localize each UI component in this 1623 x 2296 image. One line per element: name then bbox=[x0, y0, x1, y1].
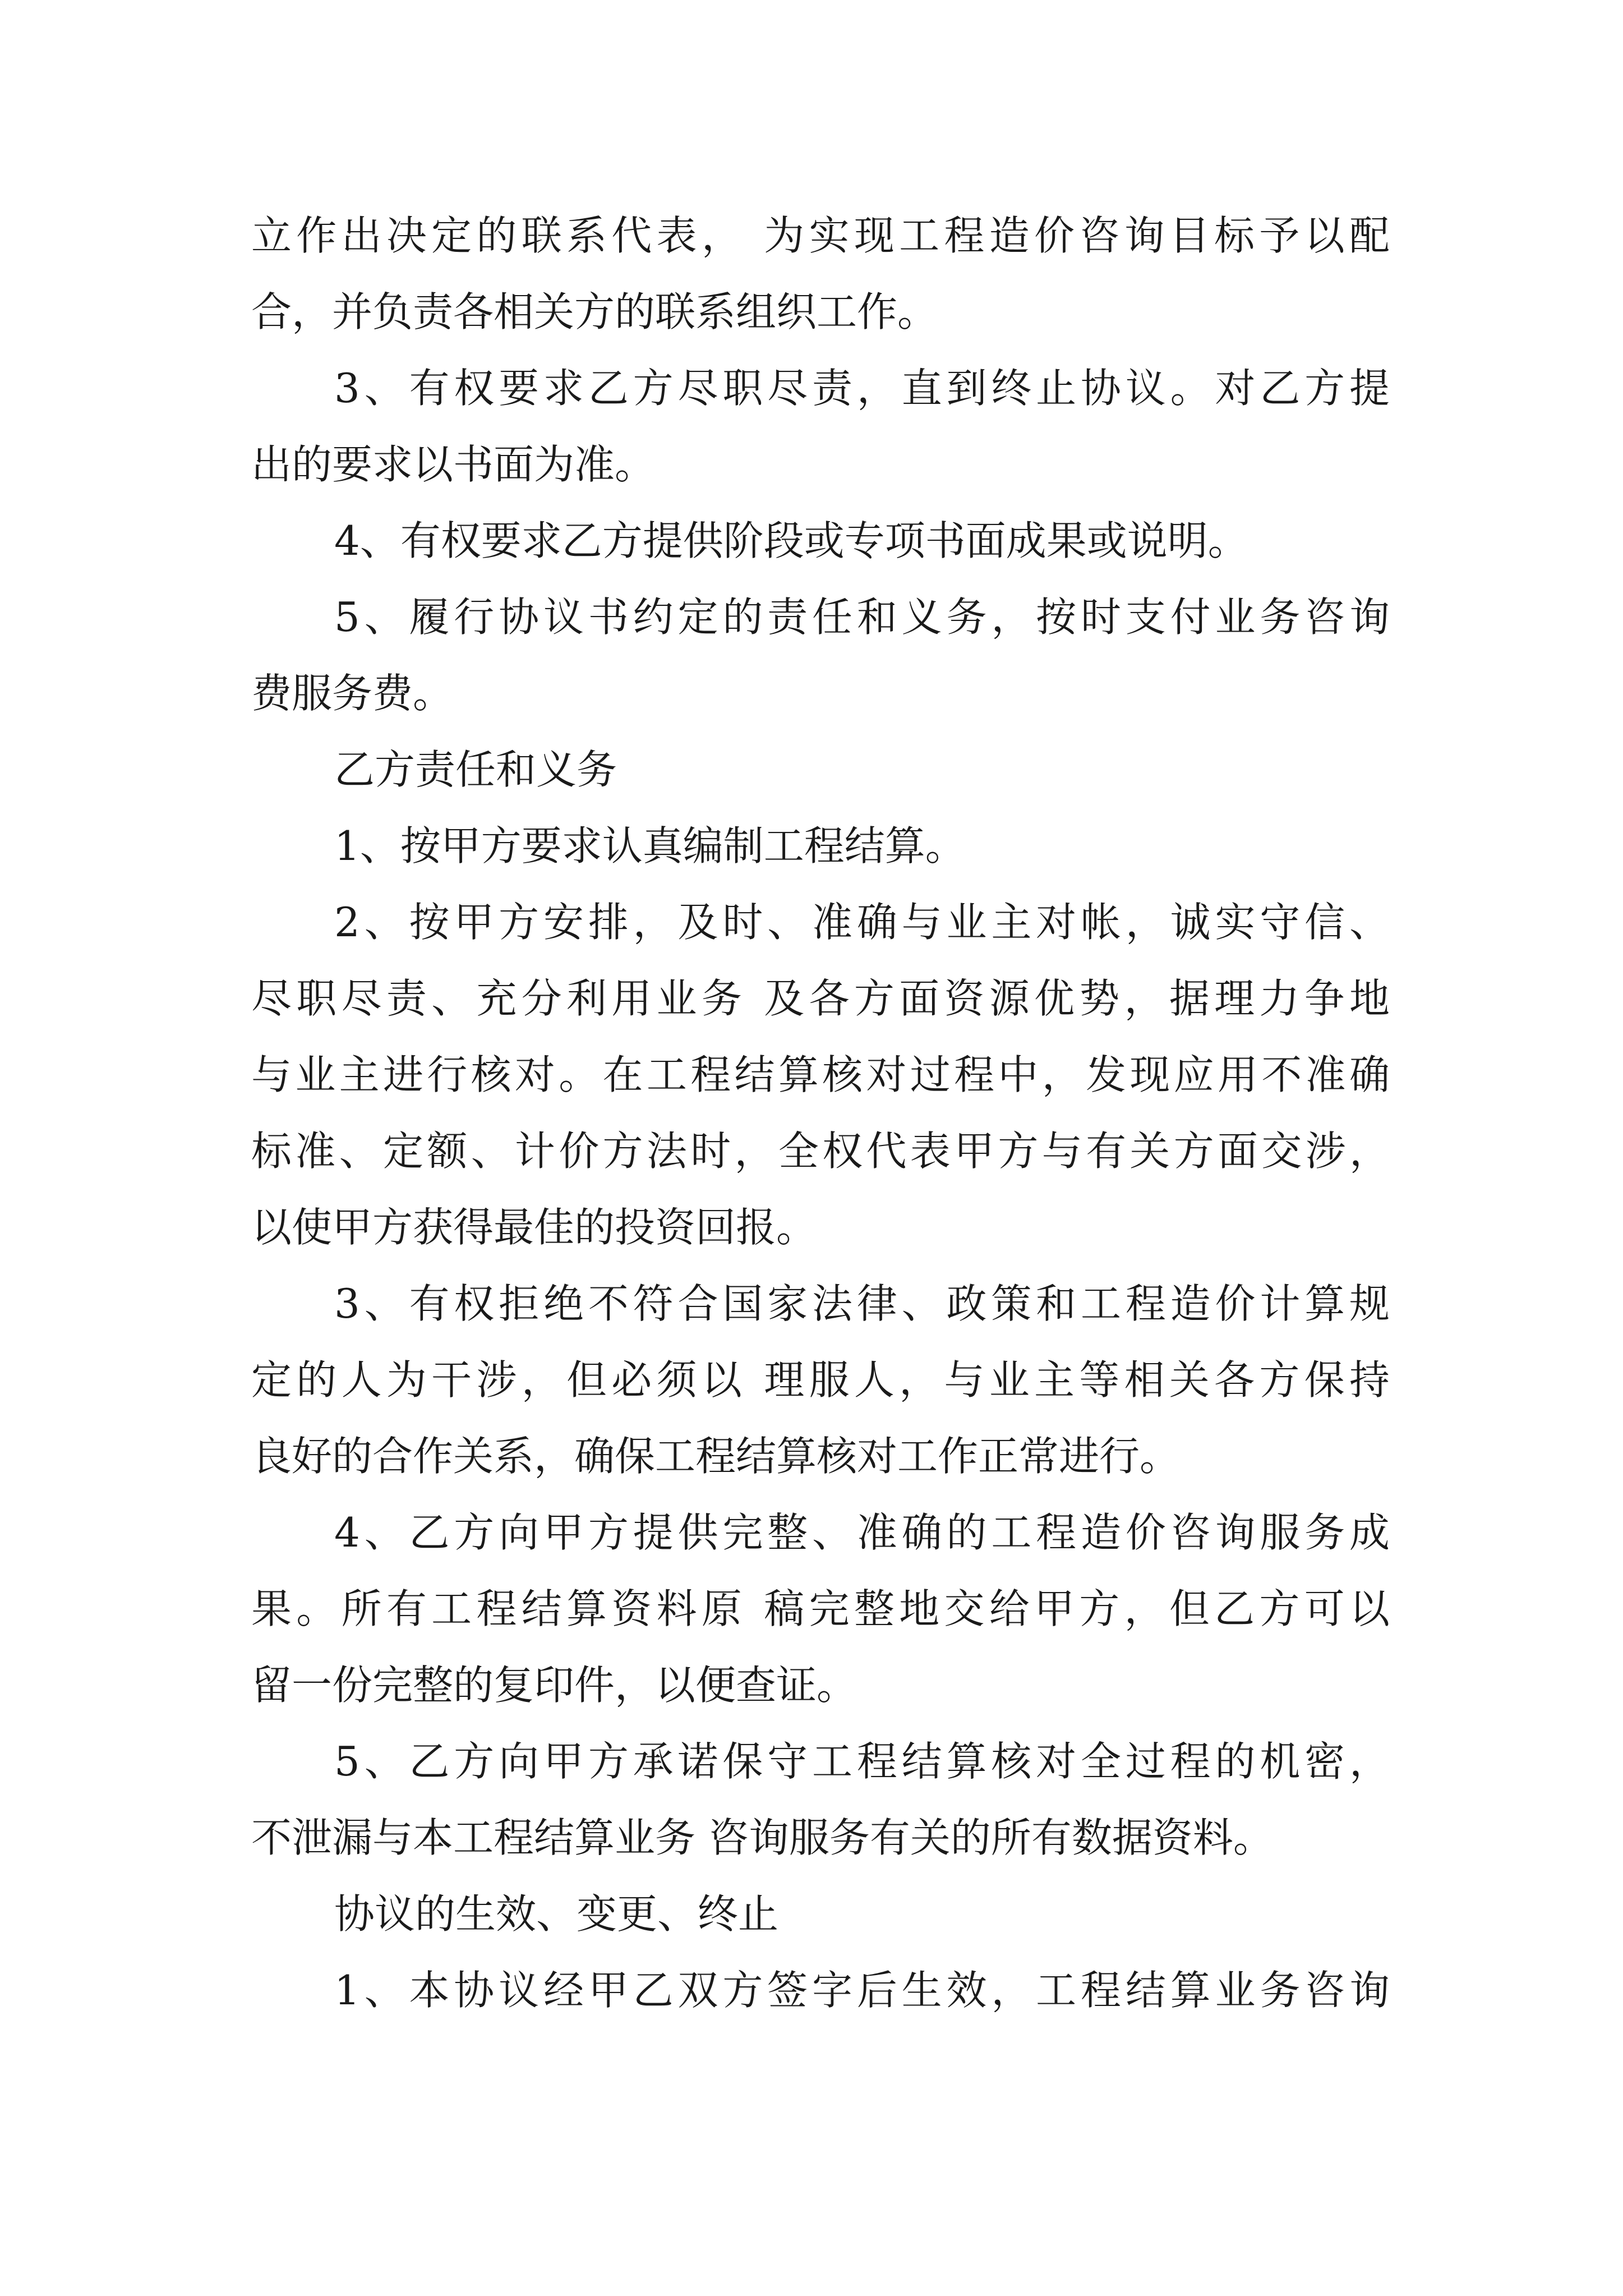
text-line: 与业主进行核对。在工程结算核对过程中，发现应用不准确 bbox=[251, 1051, 1390, 1098]
text-line: 留一份完整的复印件，以便查证。 bbox=[251, 1662, 857, 1709]
text-line: 以使甲方获得最佳的投资回报。 bbox=[251, 1204, 817, 1251]
text-line: 不泄漏与本工程结算业务 咨询服务有关的所有数据资料。 bbox=[251, 1814, 1274, 1861]
text-line: 尽职尽责、充分利用业务 及各方面资源优势，据理力争地 bbox=[251, 975, 1390, 1022]
text-line: 4、有权要求乙方提供阶段或专项书面成果或说明。 bbox=[334, 517, 1248, 564]
text-line: 定的人为干涉，但必须以 理服人，与业主等相关各方保持 bbox=[251, 1356, 1390, 1404]
text-line: 良好的合作关系，确保工程结算核对工作正常进行。 bbox=[251, 1433, 1181, 1480]
text-line: 3、有权要求乙方尽职尽责，直到终止协议。对乙方提 bbox=[334, 365, 1390, 412]
text-line: 标准、定额、计价方法时，全权代表甲方与有关方面交涉， bbox=[251, 1128, 1390, 1175]
text-line: 3、有权拒绝不符合国家法律、政策和工程造价计算规 bbox=[334, 1280, 1390, 1327]
text-line: 合，并负责各相关方的联系组织工作。 bbox=[251, 288, 938, 335]
text-line: 费服务费。 bbox=[251, 670, 454, 717]
text-line: 果。所有工程结算资料原 稿完整地交给甲方，但乙方可以 bbox=[251, 1585, 1390, 1632]
text-line: 1、本协议经甲乙双方签字后生效，工程结算业务咨询 bbox=[334, 1967, 1390, 2014]
text-line: 立作出决定的联系代表， 为实现工程造价咨询目标予以配 bbox=[251, 212, 1390, 259]
section-heading: 协议的生效、变更、终止 bbox=[334, 1890, 779, 1938]
text-line: 出的要求以书面为准。 bbox=[251, 441, 656, 488]
text-line: 5、履行协议书约定的责任和义务，按时支付业务咨询 bbox=[334, 593, 1390, 641]
text-line: 1、按甲方要求认真编制工程结算。 bbox=[334, 822, 966, 869]
text-line: 5、乙方向甲方承诺保守工程结算核对全过程的机密， bbox=[334, 1738, 1390, 1785]
text-line: 4、乙方向甲方提供完整、准确的工程造价咨询服务成 bbox=[334, 1509, 1390, 1556]
section-heading: 乙方责任和义务 bbox=[334, 746, 617, 793]
text-line: 2、按甲方安排，及时、准确与业主对帐，诚实守信、 bbox=[334, 899, 1390, 946]
